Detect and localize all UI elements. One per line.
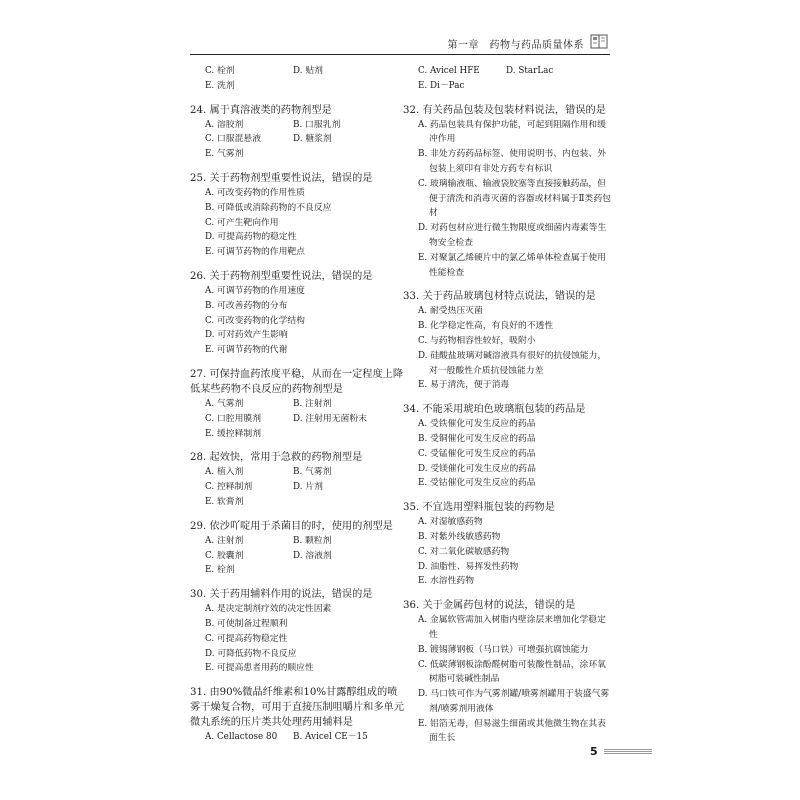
answer-option: B. 口服乳剂: [293, 119, 341, 130]
options-list: [403, 64, 613, 94]
answer-option: A. 受铁催化可发生反应的药品: [418, 419, 536, 430]
answer-option: C. 可改变药物的化学结构: [205, 315, 305, 326]
answer-option: B. 可降低或消除药物的不良反应: [205, 202, 332, 213]
answer-option: D. 注射用无菌粉末: [293, 413, 367, 424]
question-block: [190, 519, 405, 578]
question-number: 31.: [190, 687, 207, 699]
answer-option: D. 糖浆剂: [293, 134, 332, 145]
answer-option: D. 马口铁可作为气雾剂罐/喷雾剂罐用于装盛气雾剂/喷雾剂用液体: [418, 689, 610, 714]
option-row: [418, 658, 613, 688]
answer-option: C. 可产生靶向作用: [205, 217, 279, 228]
question-stem: 关于药物剂型重要性说法，错误的是: [209, 270, 373, 282]
question-number: 34.: [403, 404, 420, 416]
answer-option: A. 溶胶剂: [205, 119, 244, 130]
answer-option: E. 洗剂: [205, 80, 235, 91]
option-row: [418, 643, 613, 658]
question-number: 35.: [403, 502, 420, 514]
question-number: 36.: [403, 600, 420, 612]
option-row: [205, 147, 405, 162]
chapter-title: 第一章 药物与药品质量体系: [447, 40, 584, 51]
options-list: [190, 186, 405, 260]
question-block: [403, 103, 613, 281]
option-row: [418, 177, 613, 221]
answer-option: C. 胶囊剂: [205, 550, 244, 561]
question-stem: 不能采用琥珀色玻璃瓶包装的药品是: [422, 404, 586, 416]
option-row: [205, 186, 405, 201]
option-row: [205, 602, 405, 617]
option-row: [418, 476, 613, 491]
question-stem: 关于药品玻璃包材特点说法，错误的是: [422, 291, 596, 303]
option-row: [418, 574, 613, 589]
answer-option: C. 可提高药物稳定性: [205, 633, 288, 644]
option-row: [205, 299, 405, 314]
answer-option: C. 控释制剂: [205, 482, 253, 493]
answer-option: B. 颗粒剂: [293, 535, 332, 546]
question-number: 33.: [403, 291, 420, 303]
answer-option: A. 可调节药物的作用速度: [205, 285, 305, 296]
options-list: [403, 515, 613, 589]
answer-option: A. 药品包装具有保护功能，可起到阻隔作用和缓冲作用: [418, 119, 606, 145]
answer-option: D. 硅酸盐玻璃对碱溶液具有很好的抗侵蚀能力，对一般酸性介质抗侵蚀能力差: [418, 350, 607, 376]
answer-option: C. 玻璃输液瓶、输液袋胶塞等直接接触药品，但便于清洗和消毒灭菌的容器或材料属于Ⅱ类药包材: [418, 178, 611, 219]
options-list: [403, 118, 613, 281]
answer-option: E. 可提高患者用药的顺应性: [205, 663, 314, 674]
question-text: [403, 289, 613, 304]
answer-option: D. 受镁催化可发生反应的药品: [418, 463, 536, 474]
answer-option: E. 对聚氯乙烯硬片中的氯乙烯单体检查属于使用性能检查: [418, 252, 606, 278]
option-row: [205, 201, 405, 216]
question-text: [403, 500, 613, 515]
question-text: [190, 171, 405, 186]
answer-option: E. 易于清洗，便于消毒: [418, 380, 510, 391]
answer-option: E. 可调节药物的代谢: [205, 345, 288, 356]
option-row: [418, 147, 613, 177]
options-list: [403, 613, 613, 746]
answer-option: A. 金属软管需加入树脂内壁涂层来增加化学稳定性: [418, 615, 606, 640]
answer-option: D. 可降低药物不良反应: [205, 648, 297, 659]
question-stem: 不宜选用塑料瓶包装的药物是: [422, 502, 555, 514]
question-number: 30.: [190, 589, 207, 601]
option-row: [205, 284, 405, 299]
options-list: [403, 304, 613, 393]
answer-option: D. StarLac: [506, 66, 554, 76]
option-row: [418, 251, 613, 281]
answer-option: D. 贴剂: [293, 66, 323, 76]
question-stem: 关于药用辅料作用的说法，错误的是: [209, 589, 373, 601]
answer-option: E. 可调节药物的作用靶点: [205, 247, 305, 258]
question-block: [190, 269, 405, 358]
answer-option: A. 是决定制剂疗效的决定性因素: [205, 604, 332, 615]
question-text: [190, 103, 405, 118]
answer-option: B. 可使制备过程顺利: [205, 618, 288, 629]
option-row: [205, 314, 405, 329]
answer-option: D. 可对药效产生影响: [205, 330, 288, 341]
option-row: [418, 515, 613, 530]
option-row: [418, 432, 613, 447]
option-row: [418, 613, 613, 643]
options-list: [190, 118, 405, 162]
option-row: [418, 79, 613, 94]
question-number: 25.: [190, 172, 207, 184]
question-number: 29.: [190, 520, 207, 532]
question-text: [403, 598, 613, 613]
option-row: [205, 412, 405, 427]
answer-option: C. 低碳薄钢板涂酚醛树脂可装酸性制品，涂环氧树脂可装碱性制品: [418, 659, 606, 685]
page-number: 5: [590, 745, 598, 758]
option-row: [205, 617, 405, 632]
options-list: [190, 397, 405, 441]
option-row: [205, 216, 405, 231]
answer-option: B. 受铜催化可发生反应的药品: [418, 433, 536, 444]
option-row: [205, 647, 405, 662]
option-row: [418, 221, 613, 251]
answer-option: D. 可提高药物的稳定性: [205, 232, 297, 243]
answer-option: E. Di－Pac: [418, 80, 465, 91]
answer-option: B. 气雾剂: [293, 467, 332, 478]
answer-option: A. Cellactose 80: [205, 732, 278, 743]
option-row: [418, 545, 613, 560]
question-block: [190, 587, 405, 676]
answer-option: D. 片剂: [293, 482, 323, 493]
answer-option: B. Avicel CE－15: [293, 732, 368, 743]
option-row: [418, 717, 613, 747]
answer-option: E. 软膏剂: [205, 496, 244, 507]
question-stem: 关于药物剂型重要性说法，错误的是: [209, 172, 373, 184]
question-text: [190, 587, 405, 602]
option-row: [205, 230, 405, 245]
answer-option: E. 栓剂: [205, 565, 235, 576]
option-row: [205, 480, 405, 495]
answer-option: E. 铝箔无毒，但易滋生细菌或其他微生物在其表面生长: [418, 718, 606, 744]
answer-option: E. 缓控释制剂: [205, 428, 261, 439]
question-number: 24.: [190, 104, 207, 116]
question-number: 26.: [190, 270, 207, 282]
right-column: [403, 64, 613, 755]
options-list: [190, 64, 405, 94]
question-block: [403, 598, 613, 746]
answer-option: E. 受钴催化可发生反应的药品: [418, 478, 536, 489]
options-list: [190, 465, 405, 509]
answer-option: B. 对紫外线敏感药物: [418, 531, 501, 542]
answer-option: D. 对药包材应进行微生物限度或细菌内毒素等生物安全检查: [418, 223, 607, 248]
option-row: [418, 304, 613, 319]
answer-option: C. 与药物相容性较好，吸附小: [418, 335, 536, 346]
question-block: [403, 500, 613, 589]
question-stem: 依沙吖啶用于杀菌目的时，使用的剂型是: [209, 520, 393, 532]
option-row: [418, 417, 613, 432]
question-block: [190, 103, 405, 162]
answer-option: C. 栓剂: [205, 66, 235, 76]
options-list: [190, 284, 405, 358]
question-text: [403, 402, 613, 417]
option-row: [205, 328, 405, 343]
question-stem: 关于金属药包材的说法，错误的是: [422, 600, 576, 612]
question-block: [190, 450, 405, 509]
option-row: [205, 730, 405, 745]
question-block: [403, 64, 613, 94]
answer-option: B. 化学稳定性高，有良好的不透性: [418, 321, 554, 332]
option-row: [205, 245, 405, 260]
answer-option: A. 气雾剂: [205, 398, 244, 409]
option-row: [205, 427, 405, 442]
option-row: [418, 447, 613, 462]
question-text: [190, 450, 405, 465]
question-stem: 有关药品包装及包装材料说法，错误的是: [422, 104, 606, 116]
question-block: [190, 64, 405, 94]
answer-option: C. 受锰催化可发生反应的药品: [418, 448, 536, 459]
question-number: 27.: [190, 368, 207, 380]
question-block: [190, 367, 405, 441]
question-block: [403, 402, 613, 491]
options-list: [190, 730, 405, 745]
answer-option: D. 油脂性、易挥发性药物: [418, 561, 519, 572]
option-row: [205, 563, 405, 578]
options-list: [190, 602, 405, 676]
answer-option: E. 气雾剂: [205, 149, 244, 160]
option-row: [418, 560, 613, 575]
question-block: [190, 171, 405, 260]
question-block: [403, 289, 613, 393]
option-row: [418, 334, 613, 349]
options-list: [190, 534, 405, 578]
option-row: [418, 378, 613, 393]
question-text: [190, 685, 405, 730]
option-row: [418, 64, 613, 79]
option-row: [205, 118, 405, 133]
option-row: [205, 549, 405, 564]
question-stem: 可保持血药浓度平稳，从而在一定程度上降低某些药物不良反应的药物剂型是: [190, 368, 404, 395]
option-row: [418, 687, 613, 717]
answer-option: C. 口腔用膜剂: [205, 413, 261, 424]
option-row: [205, 64, 405, 79]
option-row: [418, 118, 613, 148]
answer-option: E. 水溶性药物: [418, 576, 474, 587]
answer-option: B. 镀锡薄钢板（马口铁）可增强抗腐蚀能力: [418, 644, 589, 655]
answer-option: A. 植入剂: [205, 467, 244, 478]
answer-option: A. 注射剂: [205, 535, 244, 546]
question-block: [190, 685, 405, 745]
question-text: [190, 367, 405, 397]
answer-option: D. 溶液剂: [293, 550, 332, 561]
question-stem: 由90%微晶纤维素和10%甘露醇组成的喷雾干燥复合物，可用于直接压制咀嚼片和多单元微丸系统的压片类共处理药用辅料是: [190, 687, 404, 729]
option-row: [205, 495, 405, 510]
answer-option: B. 可改善药物的分布: [205, 300, 288, 311]
answer-option: C. 口服混悬液: [205, 134, 261, 145]
answer-option: A. 耐受热压灭菌: [418, 306, 483, 317]
option-row: [205, 661, 405, 676]
answer-option: C. 对二氧化碳敏感药物: [418, 546, 510, 557]
answer-option: B. 注射剂: [293, 398, 332, 409]
question-text: [403, 103, 613, 118]
book-icon: [590, 33, 608, 50]
option-row: [418, 462, 613, 477]
option-row: [418, 349, 613, 379]
page-header: [190, 34, 610, 55]
footer-decoration: [604, 749, 652, 755]
option-row: [205, 465, 405, 480]
left-column: [190, 64, 405, 754]
option-row: [205, 132, 405, 147]
answer-option: C. Avicel HFE: [418, 66, 480, 76]
answer-option: A. 对湿敏感药物: [418, 517, 483, 528]
options-list: [403, 417, 613, 491]
question-text: [190, 519, 405, 534]
question-stem: 属于真溶液类的药物剂型是: [209, 104, 332, 116]
question-number: 32.: [403, 104, 420, 116]
option-row: [418, 319, 613, 334]
question-number: 28.: [190, 452, 207, 464]
option-row: [205, 79, 405, 94]
answer-option: B. 非处方药药品标签、使用说明书、内包装、外包装上须印有非处方药专有标识: [418, 149, 606, 174]
option-row: [418, 530, 613, 545]
option-row: [205, 343, 405, 358]
option-row: [205, 534, 405, 549]
question-stem: 起效快，常用于急救的药物剂型是: [209, 452, 363, 464]
option-row: [205, 632, 405, 647]
option-row: [205, 397, 405, 412]
question-text: [190, 269, 405, 284]
answer-option: A. 可改变药物的作用性质: [205, 187, 305, 198]
